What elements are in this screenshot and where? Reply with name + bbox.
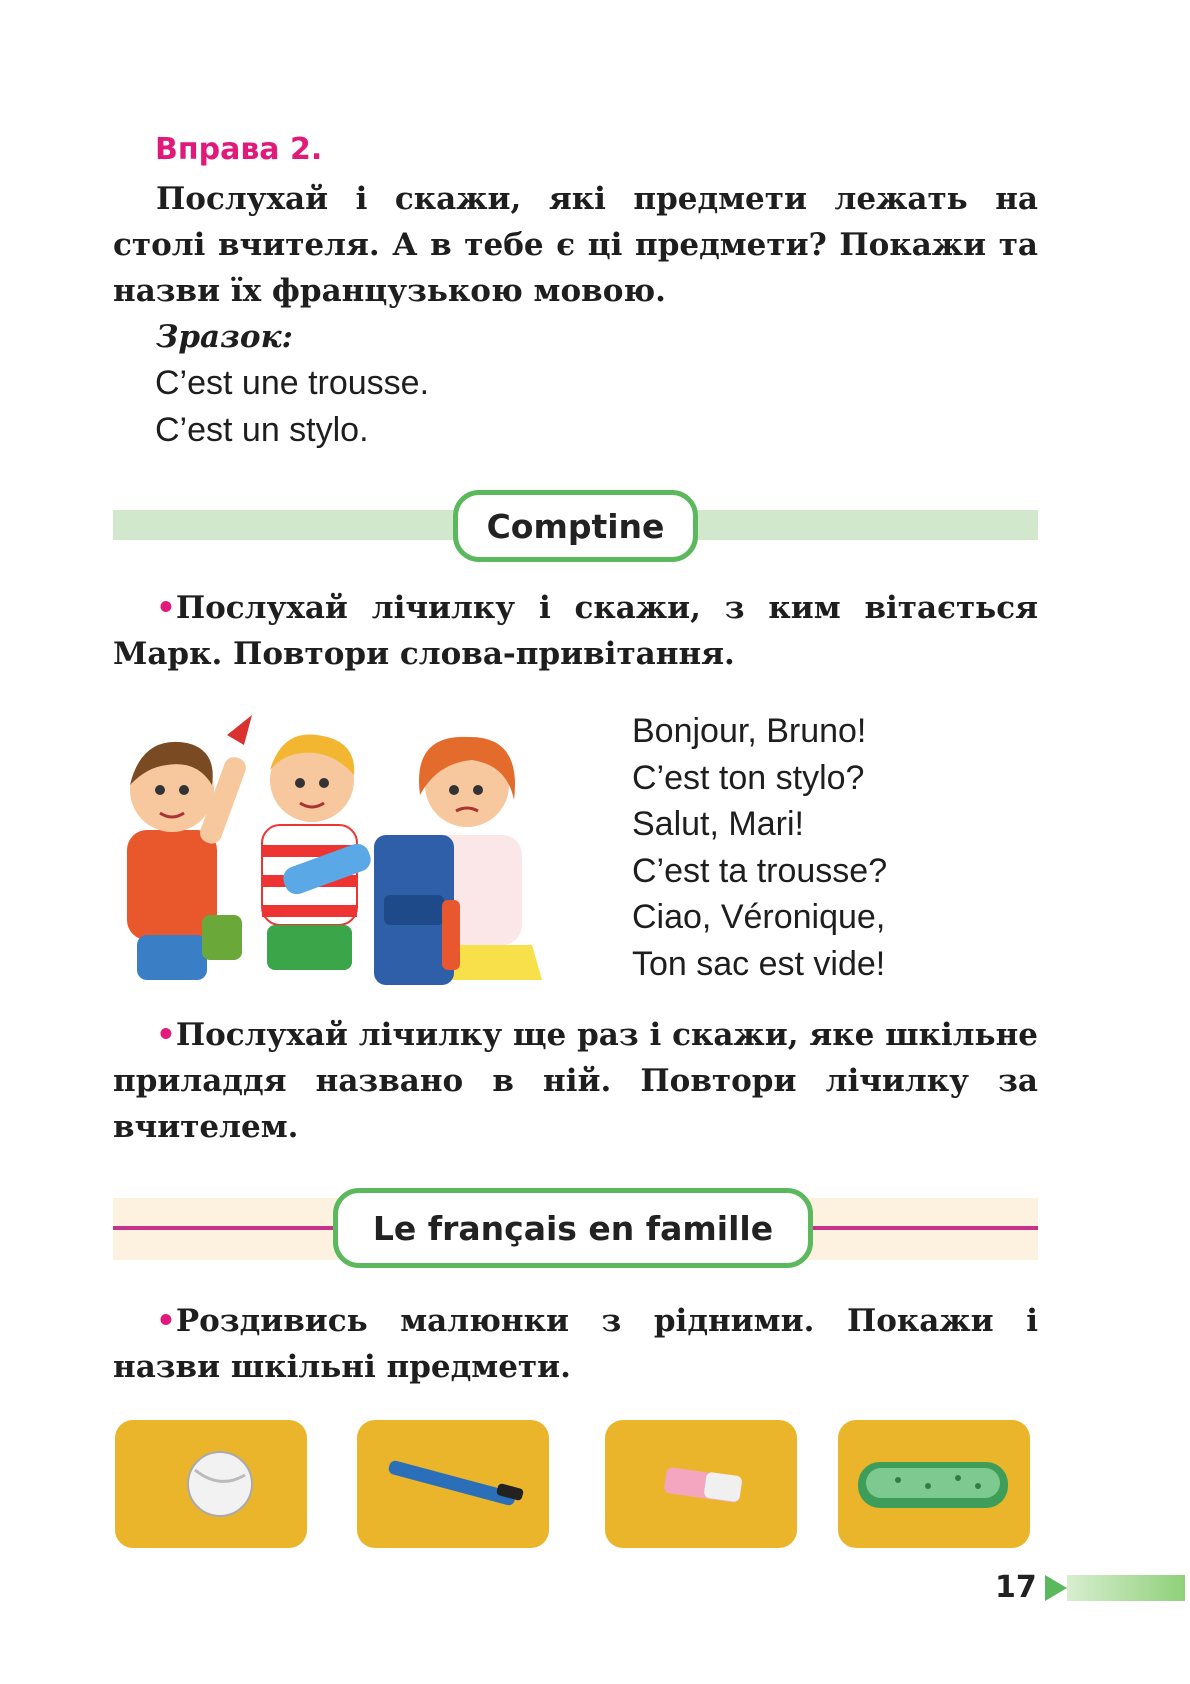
pencil-case-icon bbox=[838, 1420, 1030, 1548]
poem-line-5: Ciao, Véronique, bbox=[632, 898, 886, 936]
card-eraser bbox=[605, 1420, 797, 1548]
boy-with-rocket-figure bbox=[127, 715, 252, 980]
example-list bbox=[155, 360, 429, 454]
card-pen bbox=[357, 1420, 549, 1548]
exercise-text-block bbox=[113, 176, 1038, 360]
comptine-instruction-2-block bbox=[113, 1012, 1038, 1150]
bullet-icon: • bbox=[156, 590, 176, 626]
exercise-instruction: Послухай і скажи, які предмети лежать на столі вчителя. А в тебе є ці предмети? Покажи та назви їх французькою мовою. bbox=[113, 181, 1038, 309]
family-instruction-block bbox=[113, 1298, 1038, 1390]
poem-line-6: Ton sac est vide! bbox=[632, 944, 886, 983]
family-title: Le français en famille bbox=[333, 1188, 813, 1268]
example-sentence-2: C’est un stylo. bbox=[155, 411, 369, 449]
comptine-instruction-1-block bbox=[113, 585, 1038, 677]
boy-with-pencil-case-figure bbox=[262, 734, 374, 970]
pen-icon bbox=[357, 1420, 549, 1548]
children-illustration bbox=[112, 715, 572, 990]
poem-line-4: C’est ta trousse? bbox=[632, 851, 888, 890]
comptine-poem bbox=[632, 708, 887, 987]
card-pencil-case bbox=[838, 1420, 1030, 1548]
exercise-title: Вправа 2. bbox=[155, 132, 323, 167]
example-sentence-1: C’est une trousse. bbox=[155, 364, 430, 402]
comptine-instruction-2: Послухай лічилку ще раз і скажи, яке шкільне приладдя названо в ній. Повтори лічилку за вчителем. bbox=[113, 1017, 1038, 1145]
ball-icon bbox=[115, 1420, 307, 1548]
eraser-icon bbox=[605, 1420, 797, 1548]
bullet-icon: • bbox=[156, 1303, 176, 1339]
poem-line-1: Bonjour, Bruno! bbox=[632, 712, 867, 750]
poem-line-3: Salut, Mari! bbox=[632, 805, 804, 843]
example-label: Зразок: bbox=[156, 319, 294, 355]
card-ball bbox=[115, 1420, 307, 1548]
page-number: 17 bbox=[995, 1570, 1037, 1605]
comptine-instruction-1: Послухай лічилку і скажи, з ким вітається Марк. Повтори слова-привітання. bbox=[113, 590, 1038, 672]
poem-line-2: C’est ton stylo? bbox=[632, 758, 865, 797]
girl-with-backpack-figure bbox=[374, 737, 542, 985]
comptine-title: Comptine bbox=[453, 490, 698, 562]
family-instruction: Роздивись малюнки з рідними. Покажи і назви шкільні предмети. bbox=[113, 1303, 1038, 1385]
bullet-icon: • bbox=[156, 1017, 176, 1053]
page-arrow-icon bbox=[1045, 1575, 1185, 1601]
